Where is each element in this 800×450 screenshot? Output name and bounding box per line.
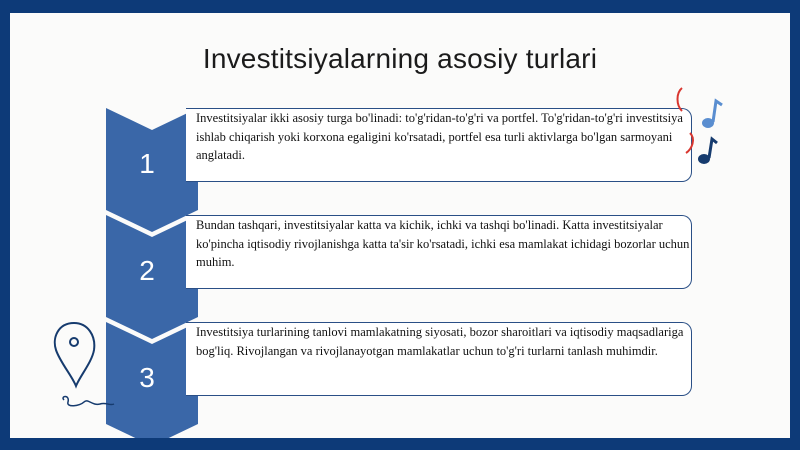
step-3-text: Investitsiya turlarining tanlovi mamlakatning siyosati, bozor sharoitlari va iqtisodiy maqsadlariga bog'liq. Rivojlangan va rivojlanayotgan mamlakatlar uchun to'g'ri turlarni tanlash muhimdir.: [196, 325, 684, 358]
location-pin-icon: [50, 318, 120, 418]
music-notes-icon: [670, 83, 730, 178]
slide: [10, 13, 790, 438]
step-1-number: 1: [139, 148, 155, 179]
step-1-text: Investitsiyalar ikki asosiy turga bo'linadi: to'g'ridan-to'g'ri va portfel. To'g'ridan-to'g'ri investitsiya ishlab chiqarish yoki korxona egaligini ko'rsatadi, portfel esa turli aktivlarga bo'lgan sarmoyani anglatadi.: [196, 111, 683, 162]
step-2-text: Bundan tashqari, investitsiyalar katta va kichik, ichki va tashqi bo'linadi. Katta investitsiyalar ko'pincha iqtisodiy rivojlanishga katta ta'sir ko'rsatadi, ichki esa mamlakat ichidagi bozorlar uchun muhim.: [196, 218, 690, 269]
step-2-number: 2: [139, 255, 155, 286]
step-3-number: 3: [139, 362, 155, 393]
slide-title: Investitsiyalarning asosiy turlari: [202, 43, 598, 74]
